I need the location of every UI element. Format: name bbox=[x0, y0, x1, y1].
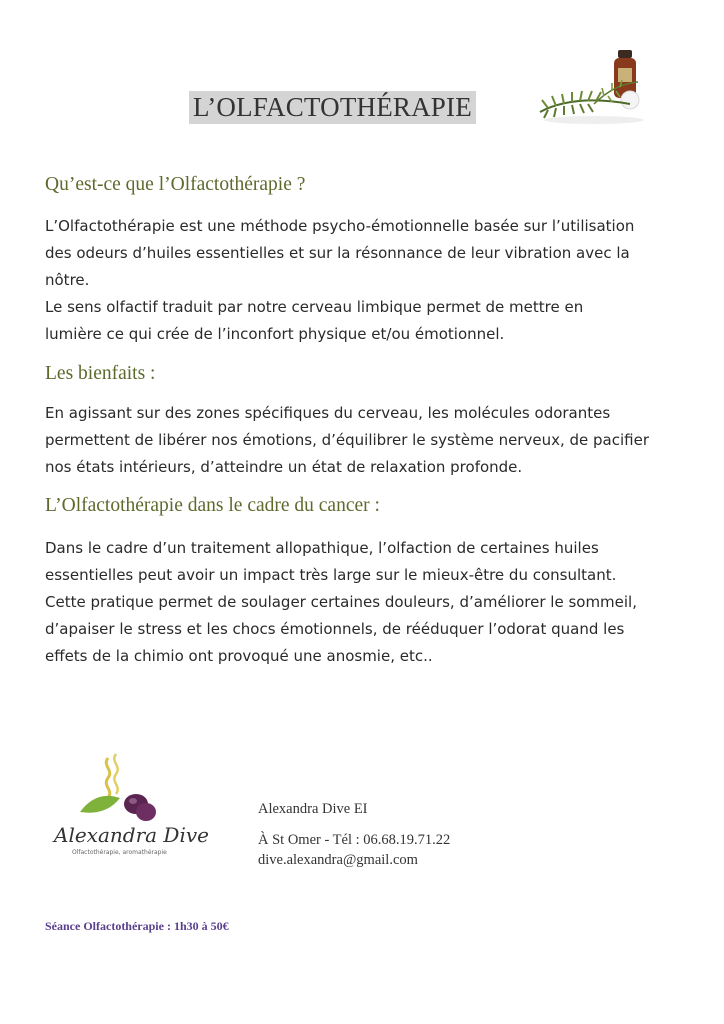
paragraph-line: L’Olfactothérapie est une méthode psycho-émotionnelle basée sur l’utilisation bbox=[45, 217, 635, 235]
section-heading-benefits: Les bienfaits : bbox=[45, 363, 156, 384]
section-paragraph-benefits bbox=[45, 400, 685, 481]
paragraph-line: des odeurs d’huiles essentielles et sur la résonnance de leur vibration avec la bbox=[45, 244, 630, 262]
session-price: Séance Olfactothérapie : 1h30 à 50€ bbox=[45, 919, 229, 933]
section-paragraph-what-is bbox=[45, 213, 685, 348]
logo-name: Alexandra Dive bbox=[54, 823, 209, 847]
logo-tagline: Olfactothérapie, aromathérapie bbox=[72, 849, 167, 856]
essential-oil-bottle-photo bbox=[534, 44, 654, 128]
paragraph-line: nos états intérieurs, d’atteindre un état de relaxation profonde. bbox=[45, 458, 523, 476]
paragraph-line: nôtre. bbox=[45, 271, 90, 289]
paragraph-line: Dans le cadre d’un traitement allopathique, l’olfaction de certaines huiles bbox=[45, 539, 599, 557]
paragraph-line: permettent de libérer nos émotions, d’équilibrer le système nerveux, de pacifier bbox=[45, 431, 649, 449]
alexandra-dive-logo bbox=[50, 750, 209, 865]
paragraph-line: essentielles peut avoir un impact très large sur le mieux-être du consultant. bbox=[45, 566, 617, 584]
contact-address-phone: À St Omer - Tél : 06.68.19.71.22 bbox=[258, 832, 451, 848]
section-heading-what-is: Qu’est-ce que l’Olfactothérapie ? bbox=[45, 174, 306, 195]
paragraph-line: Cette pratique permet de soulager certaines douleurs, d’améliorer le sommeil, bbox=[45, 593, 637, 611]
section-paragraph-cancer bbox=[45, 535, 685, 670]
page-title: L’OLFACTOTHÉRAPIE bbox=[189, 91, 476, 124]
contact-email: dive.alexandra@gmail.com bbox=[258, 852, 418, 868]
paragraph-line: lumière ce qui crée de l’inconfort physique et/ou émotionnel. bbox=[45, 325, 505, 343]
paragraph-line: En agissant sur des zones spécifiques du cerveau, les molécules odorantes bbox=[45, 404, 611, 422]
contact-name: Alexandra Dive EI bbox=[258, 801, 368, 817]
paragraph-line: d’apaiser le stress et les chocs émotionnels, de rééduquer l’odorat quand les bbox=[45, 620, 625, 638]
paragraph-line: effets de la chimio ont provoqué une anosmie, etc.. bbox=[45, 647, 433, 665]
paragraph-line: Le sens olfactif traduit par notre cerveau limbique permet de mettre en bbox=[45, 298, 584, 316]
section-heading-cancer: L’Olfactothérapie dans le cadre du cancer : bbox=[45, 495, 380, 516]
